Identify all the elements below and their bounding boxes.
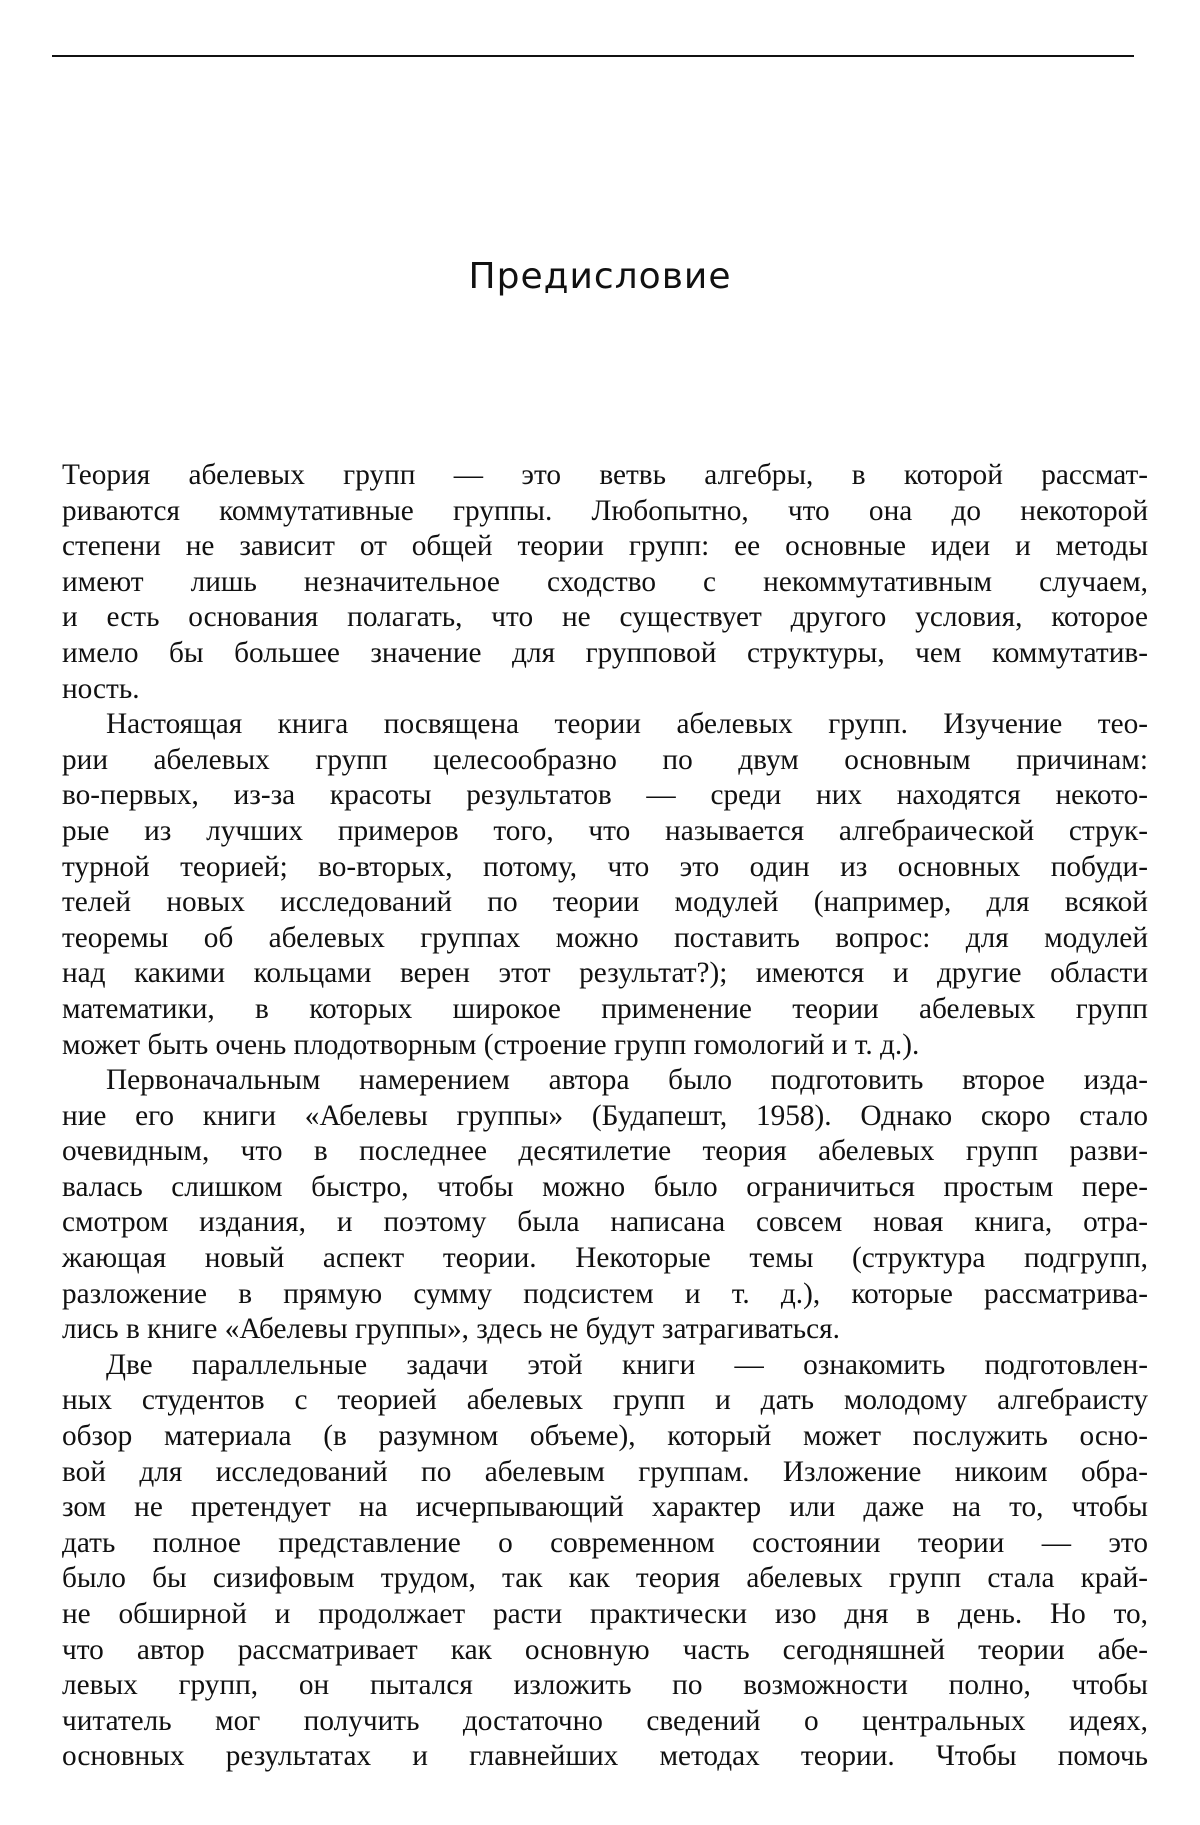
text-line: риваются коммутативные группы. Любопытно, что она до некоторой <box>62 494 1148 527</box>
text-line: математики, в которых широкое применение теории абелевых групп <box>62 992 1148 1025</box>
text-line: зом не претендует на исчерпывающий характер или даже на то, чтобы <box>62 1491 1148 1524</box>
text-line: жающая новый аспект теории. Некоторые темы (структура подгрупп, <box>62 1242 1148 1275</box>
text-line: не обширной и продолжает расти практически изо дня в день. Но то, <box>62 1598 1148 1630</box>
text-line: телей новых исследований по теории модулей (например, для всякой <box>62 886 1148 919</box>
text-line: что автор рассматривает как основную часть сегодняшней теории абе- <box>62 1633 1148 1666</box>
text-line: может быть очень плодотворным (строение групп гомологий и т. д.). <box>62 1028 920 1061</box>
text-line: рии абелевых групп целесообразно по двум основным причинам: <box>62 743 1148 776</box>
text-line: лись в книге «Абелевы группы», здесь не будут затрагиваться. <box>62 1313 840 1346</box>
text-line: левых групп, он пытался изложить по возможности полно, чтобы <box>62 1669 1148 1702</box>
text-line: и есть основания полагать, что не существует другого условия, которое <box>62 601 1148 634</box>
text-line: ность. <box>62 672 140 705</box>
body-text <box>62 458 1148 1775</box>
text-line: основных результатах и главнейших методах теории. Чтобы помочь <box>62 1740 1148 1773</box>
text-line: над какими кольцами верен этот результат?); имеются и другие области <box>62 957 1148 990</box>
text-line: турной теорией; во-вторых, потому, что это один из основных побуди- <box>62 850 1148 883</box>
text-line: вой для исследований по абелевым группам. Изложение никоим обра- <box>62 1455 1148 1488</box>
text-line: Две параллельные задачи этой книги — ознакомить подготовлен- <box>106 1348 1148 1381</box>
text-line: рые из лучших примеров того, что называется алгебраической струк- <box>62 814 1148 847</box>
text-line: обзор материала (в разумном объеме), который может послужить осно- <box>62 1420 1148 1453</box>
text-line: имело бы большее значение для групповой структуры, чем коммутатив- <box>62 636 1148 669</box>
text-line: валась слишком быстро, чтобы можно было ограничиться простым пере- <box>62 1170 1148 1203</box>
text-line: разложение в прямую сумму подсистем и т. д.), которые рассматрива- <box>62 1277 1148 1310</box>
text-line: ние его книги «Абелевы группы» (Будапешт, 1958). Однако скоро стало <box>62 1099 1148 1132</box>
text-line: ных студентов с теорией абелевых групп и дать молодому алгебраисту <box>62 1384 1148 1417</box>
text-line: Первоначальным намерением автора было подготовить второе изда- <box>106 1064 1148 1097</box>
page-title: Предисловие <box>468 256 732 297</box>
text-line: Настоящая книга посвящена теории абелевых групп. Изучение тео- <box>106 708 1148 741</box>
text-line: Теория абелевых групп — это ветвь алгебры, в которой рассмат- <box>62 459 1148 491</box>
text-line: смотром издания, и поэтому была написана совсем новая книга, отра- <box>62 1206 1148 1239</box>
top-rule <box>52 55 1134 57</box>
text-line: имеют лишь незначительное сходство с некоммутативным случаем, <box>62 565 1148 598</box>
text-line: во-первых, из-за красоты результатов — среди них находятся некото- <box>62 779 1148 812</box>
text-line: теоремы об абелевых группах можно поставить вопрос: для модулей <box>62 921 1148 954</box>
text-line: степени не зависит от общей теории групп: ее основные идеи и методы <box>62 530 1148 563</box>
text-line: дать полное представление о современном состоянии теории — это <box>62 1526 1148 1559</box>
text-line: очевидным, что в последнее десятилетие теория абелевых групп разви- <box>62 1135 1148 1168</box>
text-line: читатель мог получить достаточно сведений о центральных идеях, <box>62 1704 1148 1737</box>
text-line: было бы сизифовым трудом, так как теория абелевых групп стала край- <box>62 1562 1148 1595</box>
